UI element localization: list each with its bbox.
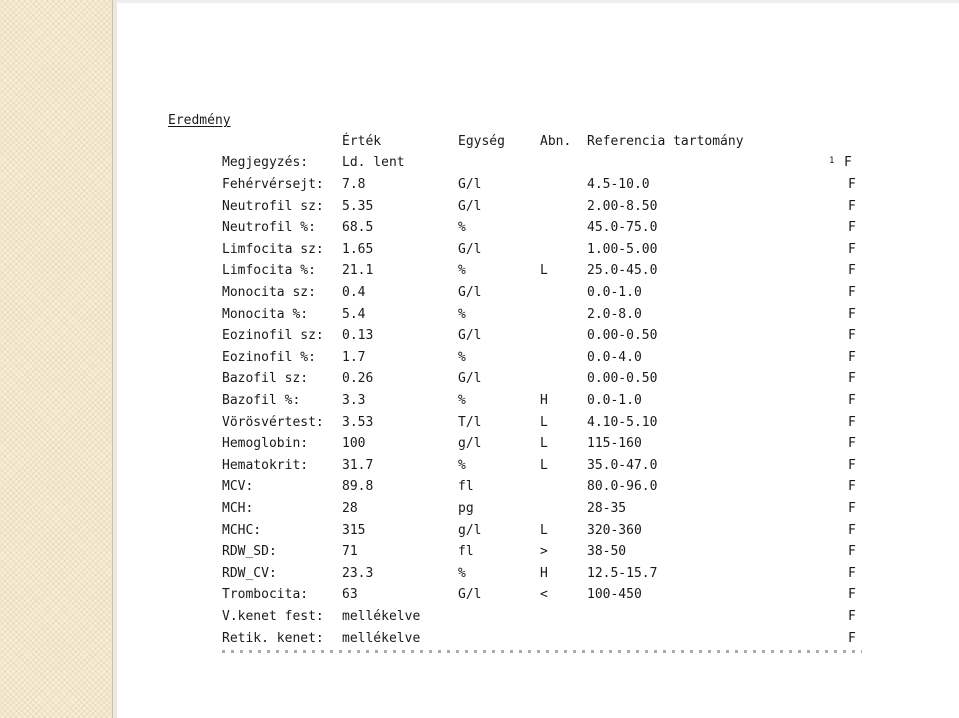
row-unit: % bbox=[458, 220, 466, 235]
row-label: RDW_SD: bbox=[222, 544, 277, 559]
row-reference-range: 320-360 bbox=[587, 523, 642, 538]
row-label: Vörösvértest: bbox=[222, 415, 324, 430]
row-value: 31.7 bbox=[342, 458, 374, 473]
note-value: Ld. lent bbox=[342, 155, 405, 170]
row-value: mellékelve bbox=[342, 631, 421, 646]
row-value: 0.26 bbox=[342, 371, 374, 386]
row-reference-range: 2.00-8.50 bbox=[587, 199, 658, 214]
row-abnormal-flag: > bbox=[540, 544, 548, 559]
row-status-flag: F bbox=[848, 307, 856, 322]
row-value: 3.3 bbox=[342, 393, 366, 408]
row-status-flag: F bbox=[848, 631, 856, 646]
row-label: Monocita sz: bbox=[222, 285, 316, 300]
row-status-flag: F bbox=[848, 479, 856, 494]
row-status-flag: F bbox=[848, 415, 856, 430]
row-reference-range: 12.5-15.7 bbox=[587, 566, 658, 581]
row-unit: G/l bbox=[458, 177, 482, 192]
row-reference-range: 80.0-96.0 bbox=[587, 479, 658, 494]
row-value: 63 bbox=[342, 587, 358, 602]
row-status-flag: F bbox=[848, 587, 856, 602]
section-heading: Eredmény bbox=[168, 113, 231, 128]
row-unit: g/l bbox=[458, 523, 482, 538]
note-label: Megjegyzés: bbox=[222, 155, 309, 170]
column-header-abn: Abn. bbox=[540, 134, 572, 149]
row-unit: G/l bbox=[458, 371, 482, 386]
row-label: Limfocita sz: bbox=[222, 242, 324, 257]
row-status-flag: F bbox=[848, 350, 856, 365]
row-reference-range: 4.10-5.10 bbox=[587, 415, 658, 430]
row-label: Eozinofil sz: bbox=[222, 328, 324, 343]
row-reference-range: 100-450 bbox=[587, 587, 642, 602]
row-reference-range: 115-160 bbox=[587, 436, 642, 451]
row-reference-range: 45.0-75.0 bbox=[587, 220, 658, 235]
row-label: Hematokrit: bbox=[222, 458, 309, 473]
row-abnormal-flag: L bbox=[540, 523, 548, 538]
row-unit: pg bbox=[458, 501, 474, 516]
row-abnormal-flag: H bbox=[540, 566, 548, 581]
row-status-flag: F bbox=[848, 544, 856, 559]
row-status-flag: F bbox=[848, 220, 856, 235]
row-status-flag: F bbox=[848, 436, 856, 451]
row-unit: % bbox=[458, 393, 466, 408]
row-label: V.kenet fest: bbox=[222, 609, 324, 624]
row-unit: fl bbox=[458, 479, 474, 494]
row-status-flag: F bbox=[848, 609, 856, 624]
row-value: 71 bbox=[342, 544, 358, 559]
row-abnormal-flag: L bbox=[540, 458, 548, 473]
note-footnote-marker: 1 bbox=[829, 156, 835, 166]
row-status-flag: F bbox=[848, 393, 856, 408]
row-reference-range: 28-35 bbox=[587, 501, 627, 516]
row-abnormal-flag: H bbox=[540, 393, 548, 408]
row-unit: G/l bbox=[458, 587, 482, 602]
row-status-flag: F bbox=[848, 566, 856, 581]
row-reference-range: 35.0-47.0 bbox=[587, 458, 658, 473]
note-footnote-wrap bbox=[829, 153, 834, 173]
row-label: Neutrofil sz: bbox=[222, 199, 324, 214]
row-label: Fehérvérsejt: bbox=[222, 177, 324, 192]
row-value: 68.5 bbox=[342, 220, 374, 235]
row-label: Trombocita: bbox=[222, 587, 309, 602]
row-abnormal-flag: L bbox=[540, 263, 548, 278]
column-header-unit: Egység bbox=[458, 134, 505, 149]
row-value: 100 bbox=[342, 436, 366, 451]
row-label: Hemoglobin: bbox=[222, 436, 309, 451]
row-reference-range: 25.0-45.0 bbox=[587, 263, 658, 278]
row-unit: % bbox=[458, 458, 466, 473]
row-reference-range: 0.0-1.0 bbox=[587, 285, 642, 300]
row-unit: G/l bbox=[458, 199, 482, 214]
note-flag: F bbox=[844, 155, 852, 170]
row-value: 23.3 bbox=[342, 566, 374, 581]
row-unit: g/l bbox=[458, 436, 482, 451]
row-label: MCHC: bbox=[222, 523, 262, 538]
row-reference-range: 0.00-0.50 bbox=[587, 371, 658, 386]
row-label: Retik. kenet: bbox=[222, 631, 324, 646]
row-value: 0.13 bbox=[342, 328, 374, 343]
row-label: RDW_CV: bbox=[222, 566, 277, 581]
row-unit: % bbox=[458, 263, 466, 278]
row-status-flag: F bbox=[848, 285, 856, 300]
row-value: 7.8 bbox=[342, 177, 366, 192]
row-reference-range: 2.0-8.0 bbox=[587, 307, 642, 322]
row-status-flag: F bbox=[848, 501, 856, 516]
row-unit: G/l bbox=[458, 285, 482, 300]
row-value: 315 bbox=[342, 523, 366, 538]
row-reference-range: 4.5-10.0 bbox=[587, 177, 650, 192]
row-label: MCV: bbox=[222, 479, 254, 494]
row-status-flag: F bbox=[848, 199, 856, 214]
row-value: 89.8 bbox=[342, 479, 374, 494]
row-value: 5.4 bbox=[342, 307, 366, 322]
row-reference-range: 0.00-0.50 bbox=[587, 328, 658, 343]
row-reference-range: 0.0-1.0 bbox=[587, 393, 642, 408]
row-value: 1.65 bbox=[342, 242, 374, 257]
row-unit: fl bbox=[458, 544, 474, 559]
row-label: Monocita %: bbox=[222, 307, 309, 322]
row-unit: T/l bbox=[458, 415, 482, 430]
row-status-flag: F bbox=[848, 458, 856, 473]
row-reference-range: 0.0-4.0 bbox=[587, 350, 642, 365]
row-value: 28 bbox=[342, 501, 358, 516]
row-status-flag: F bbox=[848, 177, 856, 192]
truncated-text-edge bbox=[222, 650, 862, 653]
row-unit: G/l bbox=[458, 328, 482, 343]
row-status-flag: F bbox=[848, 371, 856, 386]
row-unit: % bbox=[458, 350, 466, 365]
row-status-flag: F bbox=[848, 328, 856, 343]
row-status-flag: F bbox=[848, 242, 856, 257]
row-status-flag: F bbox=[848, 263, 856, 278]
row-unit: % bbox=[458, 307, 466, 322]
row-label: Neutrofil %: bbox=[222, 220, 316, 235]
row-value: 3.53 bbox=[342, 415, 374, 430]
row-label: Bazofil sz: bbox=[222, 371, 309, 386]
row-label: Bazofil %: bbox=[222, 393, 301, 408]
row-value: 5.35 bbox=[342, 199, 374, 214]
row-abnormal-flag: L bbox=[540, 436, 548, 451]
column-header-value: Érték bbox=[342, 134, 382, 149]
row-label: Eozinofil %: bbox=[222, 350, 316, 365]
row-abnormal-flag: L bbox=[540, 415, 548, 430]
row-value: 21.1 bbox=[342, 263, 374, 278]
row-unit: % bbox=[458, 566, 466, 581]
row-value: 0.4 bbox=[342, 285, 366, 300]
column-header-reference: Referencia tartomány bbox=[587, 134, 744, 149]
row-status-flag: F bbox=[848, 523, 856, 538]
row-reference-range: 1.00-5.00 bbox=[587, 242, 658, 257]
row-unit: G/l bbox=[458, 242, 482, 257]
row-value: mellékelve bbox=[342, 609, 421, 624]
row-value: 1.7 bbox=[342, 350, 366, 365]
row-abnormal-flag: < bbox=[540, 587, 548, 602]
row-reference-range: 38-50 bbox=[587, 544, 627, 559]
row-label: MCH: bbox=[222, 501, 254, 516]
row-label: Limfocita %: bbox=[222, 263, 316, 278]
